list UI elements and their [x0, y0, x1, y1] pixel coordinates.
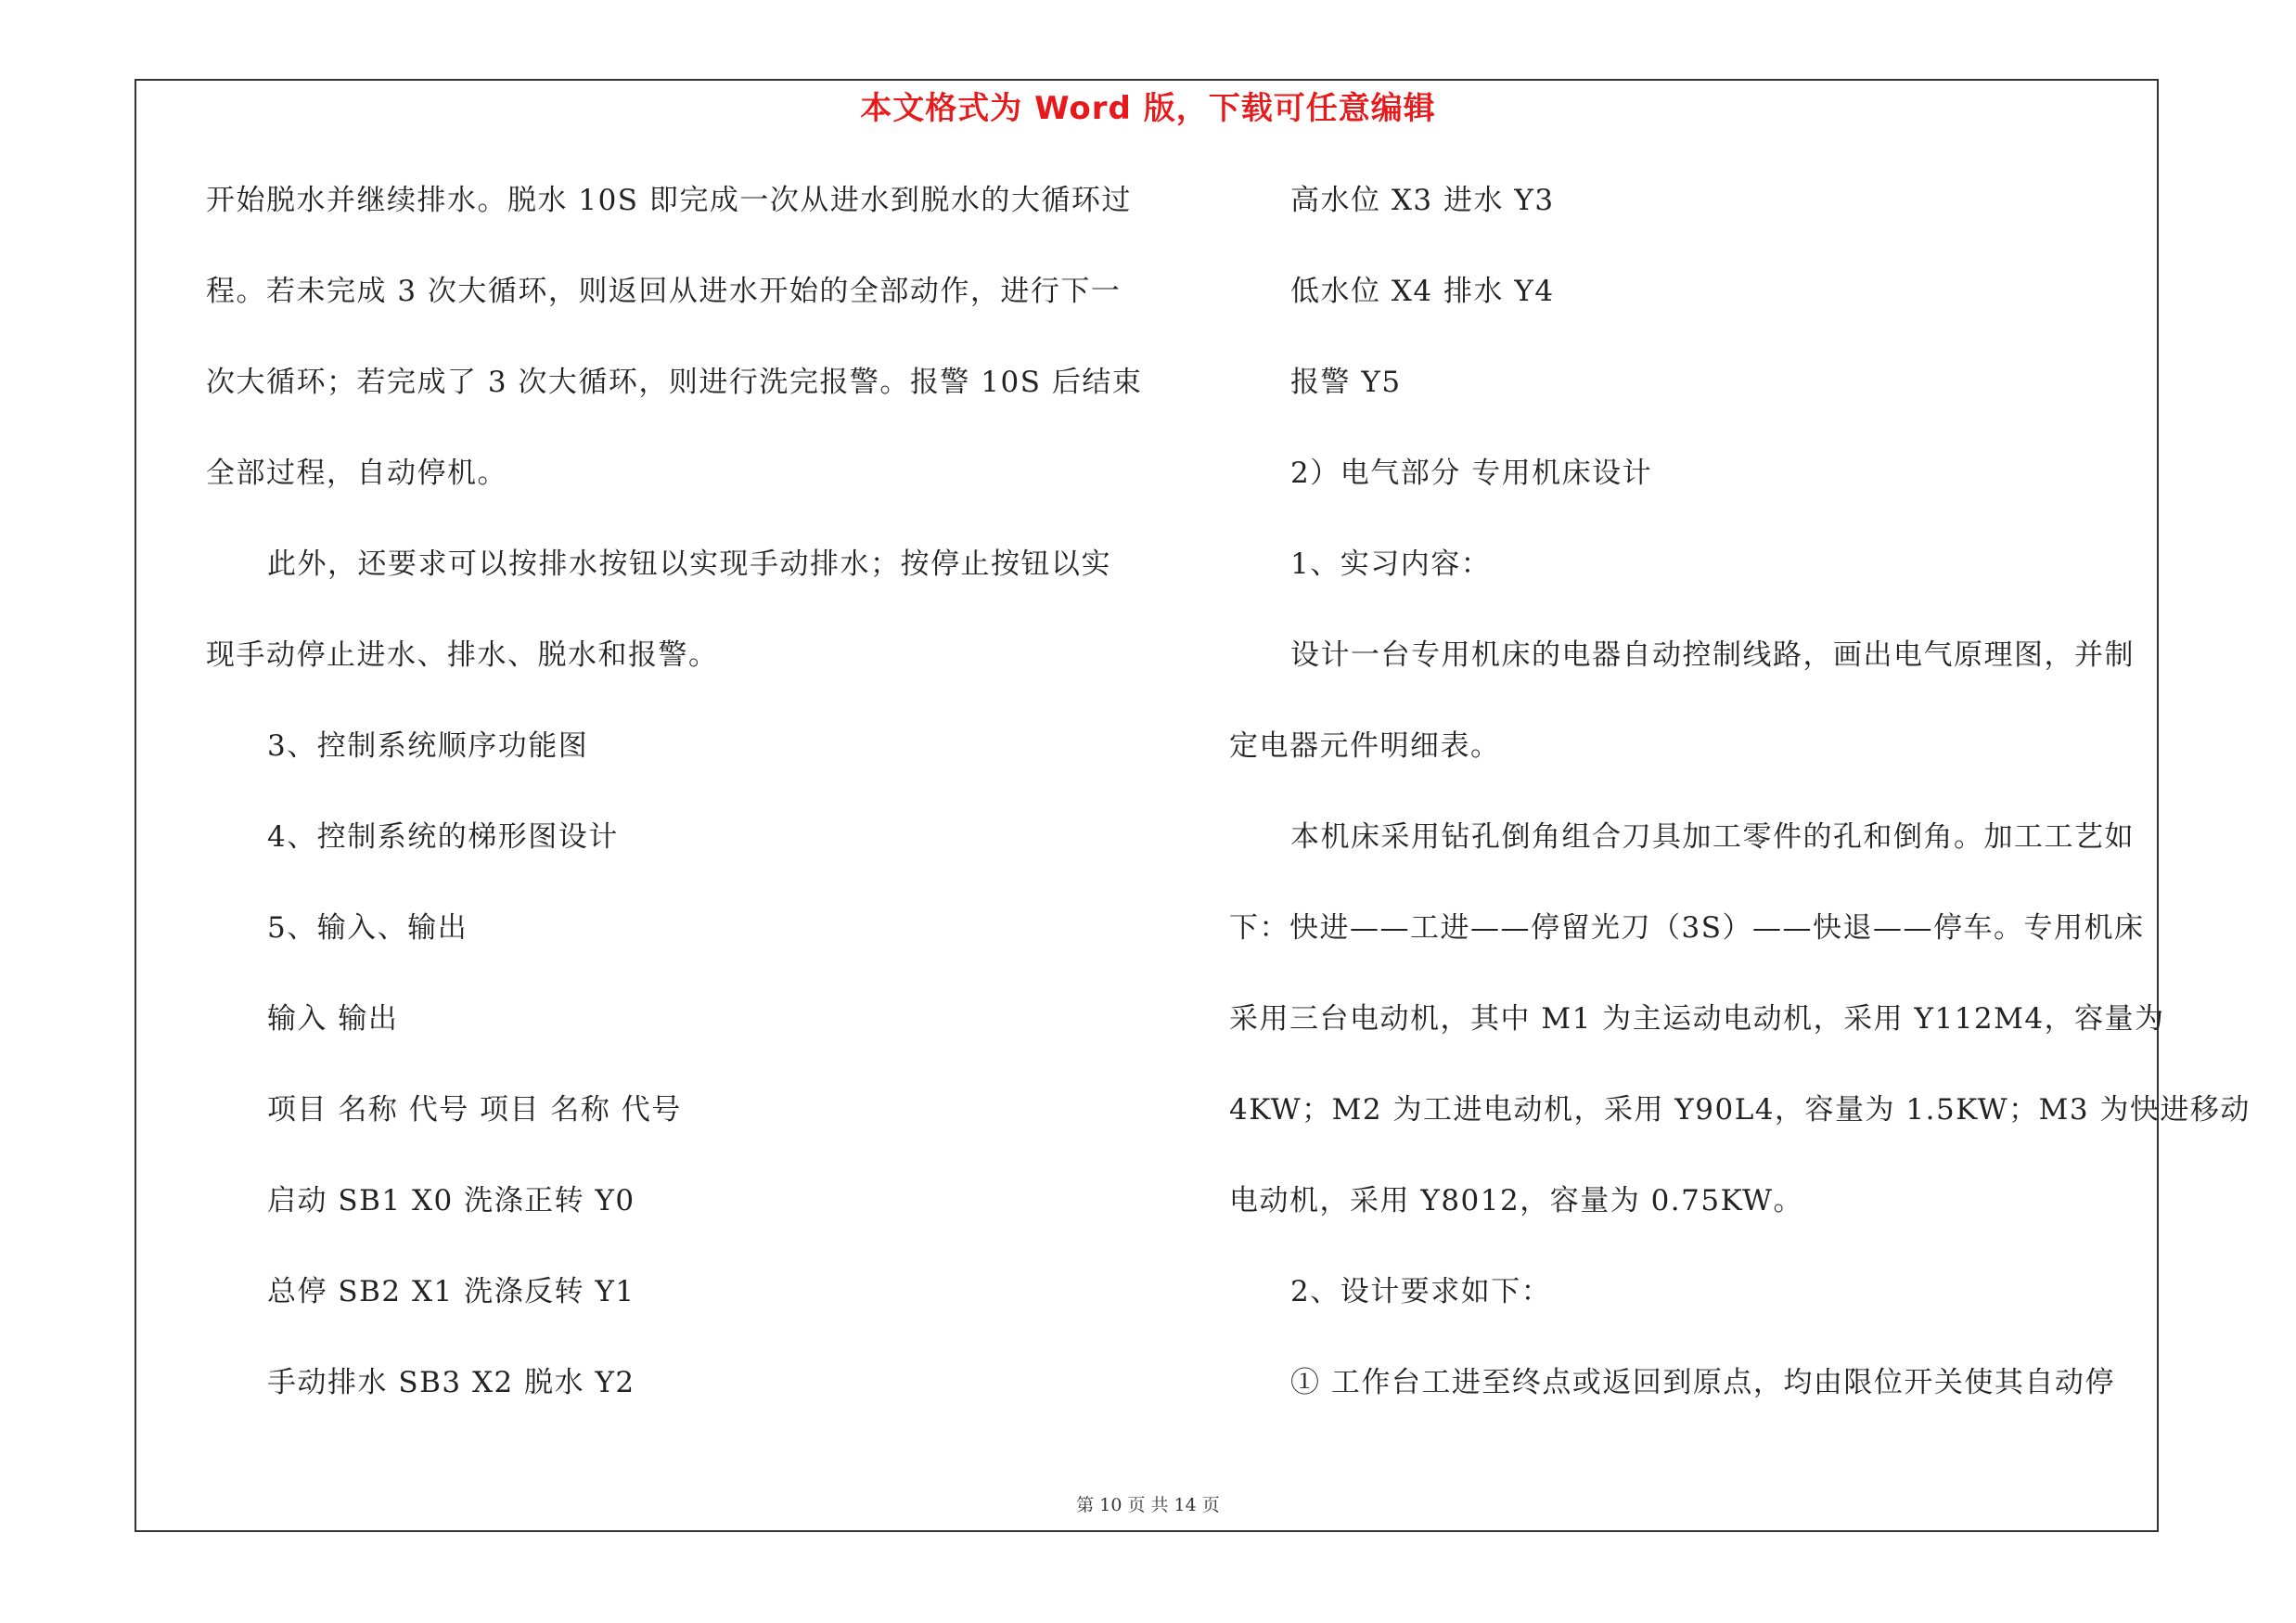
text-line: 开始脱水并继续排水。脱水 10S 即完成一次从进水到脱水的大循环过	[206, 184, 1132, 217]
text-line: 现手动停止进水、排水、脱水和报警。	[206, 638, 719, 672]
text-line: 程。若未完成 3 次大循环，则返回从进水开始的全部动作，进行下一	[206, 275, 1122, 308]
format-banner: 本文格式为 Word 版，下载可任意编辑	[860, 90, 1436, 127]
section-heading: 1、实习内容：	[1290, 547, 1492, 581]
section-heading: 5、输入、输出	[267, 911, 468, 945]
text-line: 全部过程，自动停机。	[206, 457, 507, 490]
text-line: 电动机，采用 Y8012，容量为 0.75KW。	[1229, 1184, 1804, 1217]
text-line: 定电器元件明细表。	[1229, 729, 1501, 763]
text-line: 设计一台专用机床的电器自动控制线路，画出电气原理图，并制	[1290, 638, 2135, 672]
text-line: 本机床采用钻孔倒角组合刀具加工零件的孔和倒角。加工工艺如	[1290, 820, 2135, 854]
io-table-row: 低水位 X4 排水 Y4	[1290, 275, 1555, 308]
io-table-header: 输入 输出	[267, 1002, 399, 1036]
page-number: 第 10 页 共 14 页	[1076, 1495, 1220, 1515]
io-table-row: 总停 SB2 X1 洗涤反转 Y1	[267, 1275, 635, 1308]
io-table-columns: 项目 名称 代号 项目 名称 代号	[267, 1093, 682, 1127]
section-heading: 2、设计要求如下：	[1290, 1275, 1552, 1308]
text-line: 4KW；M2 为工进电动机，采用 Y90L4，容量为 1.5KW；M3 为快进移动	[1229, 1093, 2251, 1127]
section-heading: 4、控制系统的梯形图设计	[267, 820, 619, 854]
io-table-row: 报警 Y5	[1290, 366, 1402, 399]
text-line: 下：快进——工进——停留光刀（3S）——快退——停车。专用机床	[1229, 911, 2145, 945]
io-table-row: 启动 SB1 X0 洗涤正转 Y0	[267, 1184, 635, 1217]
io-table-row: 高水位 X3 进水 Y3	[1290, 184, 1555, 217]
text-line: ① 工作台工进至终点或返回到原点，均由限位开关使其自动停	[1290, 1366, 2115, 1399]
section-heading: 2）电气部分 专用机床设计	[1290, 457, 1653, 490]
text-line: 此外，还要求可以按排水按钮以实现手动排水；按停止按钮以实	[267, 547, 1111, 581]
text-line: 次大循环；若完成了 3 次大循环，则进行洗完报警。报警 10S 后结束	[206, 366, 1143, 399]
section-heading: 3、控制系统顺序功能图	[267, 729, 589, 763]
io-table-row: 手动排水 SB3 X2 脱水 Y2	[267, 1366, 635, 1399]
text-line: 采用三台电动机，其中 M1 为主运动电动机，采用 Y112M4，容量为	[1229, 1002, 2165, 1036]
